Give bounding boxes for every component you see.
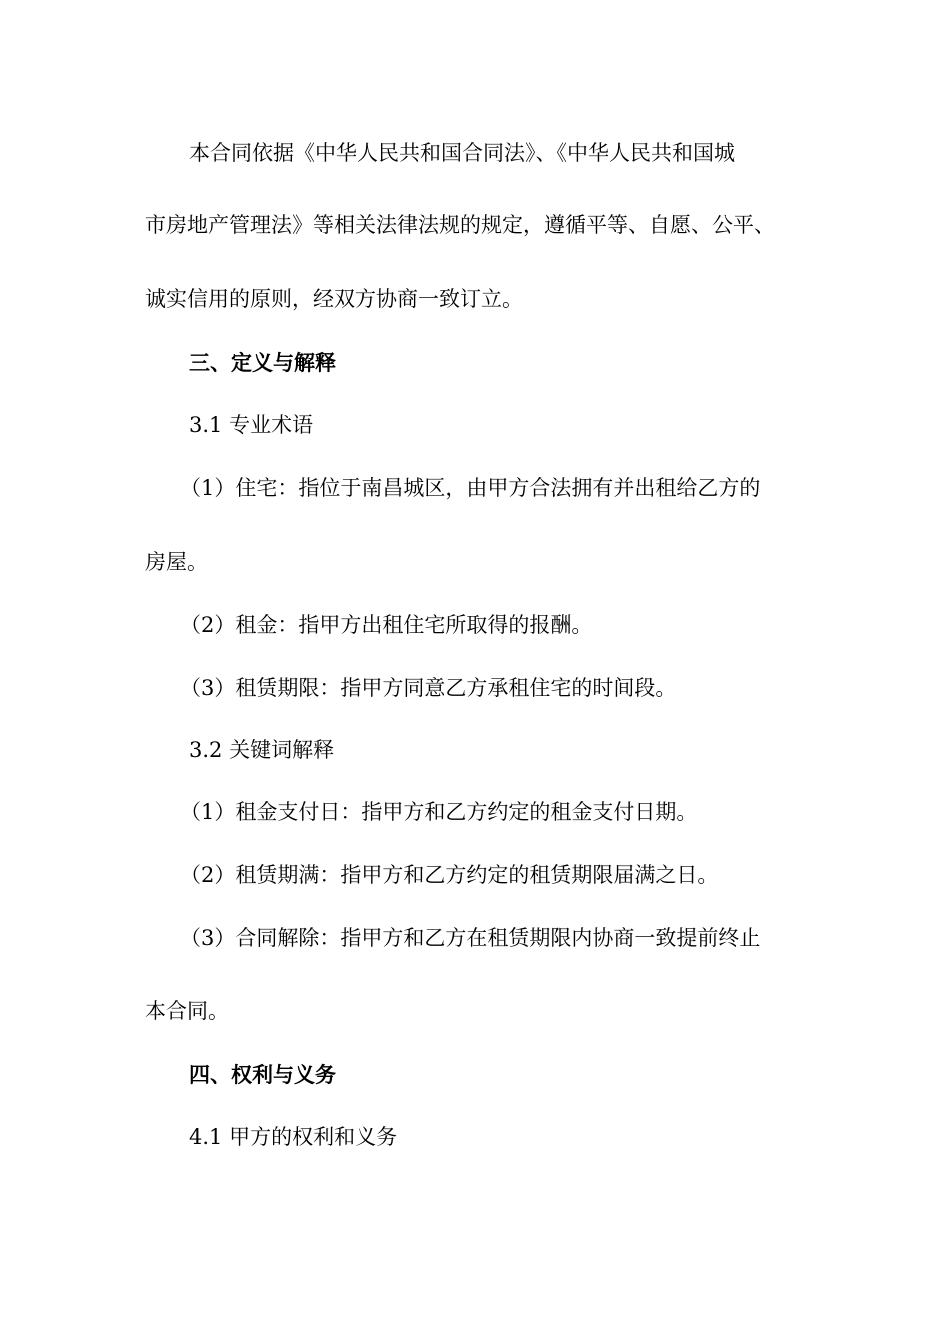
term-1-line-2: 房屋。 [145,550,208,574]
subsection-3-1-heading: 3.1 专业术语 [189,413,314,437]
term-2: （2）租金：指甲方出租住宅所取得的报酬。 [180,613,593,637]
term-1-line-1: （1）住宅：指位于南昌城区，由甲方合法拥有并出租给乙方的 [180,476,761,500]
keyword-2: （2）租赁期满：指甲方和乙方约定的租赁期限届满之日。 [180,863,719,887]
keyword-3-line-2: 本合同。 [145,999,229,1023]
subsection-3-2-heading: 3.2 关键词解释 [189,738,335,762]
subsection-4-1-heading: 4.1 甲方的权利和义务 [189,1125,398,1149]
term-3: （3）租赁期限：指甲方同意乙方承租住宅的时间段。 [180,676,677,700]
paragraph-1-line-2: 市房地产管理法》等相关法律法规的规定，遵循平等、自愿、公平、 [145,213,775,237]
section-3-heading: 三、定义与解释 [189,350,336,375]
keyword-1: （1）租金支付日：指甲方和乙方约定的租金支付日期。 [180,800,698,824]
keyword-3-line-1: （3）合同解除：指甲方和乙方在租赁期限内协商一致提前终止 [180,926,761,950]
paragraph-1-line-3: 诚实信用的原则，经双方协商一致订立。 [145,287,523,311]
section-4-heading: 四、权利与义务 [189,1062,336,1087]
paragraph-1-line-1: 本合同依据《中华人民共和国合同法》、《中华人民共和国城 [189,141,735,165]
